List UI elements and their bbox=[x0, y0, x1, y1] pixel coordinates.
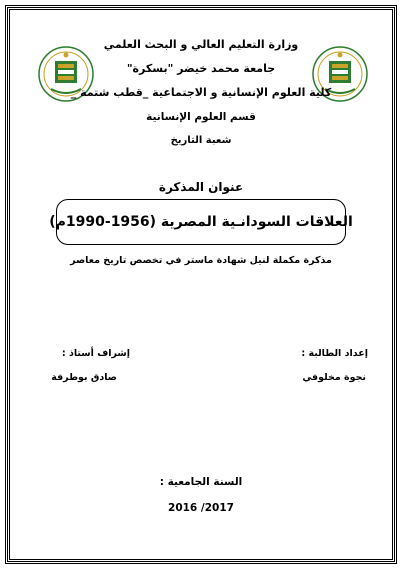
supervised-by-label: إشراف أستاذ : bbox=[61, 348, 130, 359]
faculty-name: كلية العلوم الإنسانية و الاجتماعية _قطب شتمة _ bbox=[70, 86, 332, 99]
thesis-title-box bbox=[49, 199, 353, 245]
academic-year-value: 2017/ 2016 bbox=[168, 502, 234, 514]
thesis-description: مذكرة مكملة لنيل شهادة ماستر في تخصص تاريخ معاصر bbox=[70, 255, 332, 266]
thesis-title: العلاقات السودانـية المصرية (1956-1990م) bbox=[49, 214, 353, 230]
university-name: جامعة محمد خيضر "بسكرة" bbox=[126, 62, 276, 75]
academic-year-label: السنة الجامعية : bbox=[159, 476, 243, 488]
department-name: قسم العلوم الإنسانية bbox=[146, 111, 256, 123]
student-name: نجوة مخلوفي bbox=[302, 372, 366, 383]
supervisor-name: صادق بوطرفة bbox=[51, 372, 117, 383]
ministry-name: وزارة التعليم العالي و البحث العلمي bbox=[103, 38, 299, 51]
prepared-by-label: إعداد الطالبة : bbox=[301, 348, 368, 359]
branch-name: شعبة التاريخ bbox=[170, 135, 232, 146]
thesis-title-heading: عنوان المذكرة bbox=[158, 180, 244, 194]
